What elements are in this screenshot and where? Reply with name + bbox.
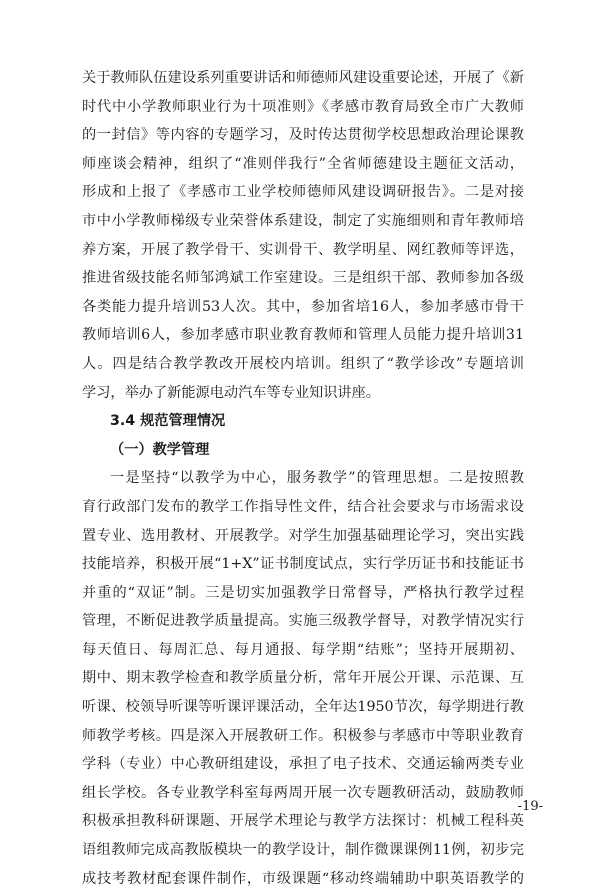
text-line: 一是坚持“以教学为中心，服务教学”的管理思想。二是按照教 [110, 470, 524, 487]
text-line: 组长学校。各专业教学科室每两周开展一次专题教研活动，鼓励教师 [82, 784, 524, 801]
text-line: 语组教师完成高教版模块一的教学设计，制作微课课例11例，初步完 [82, 842, 524, 859]
text-line: 关于教师队伍建设系列重要讲话和师德师风建设重要论述，开展了《新 [82, 70, 524, 86]
text-line: 师教学考核。四是深入开展教研工作。积极参与孝感市中等职业教育 [82, 727, 524, 744]
page-number: -19- [517, 799, 543, 814]
text-line: 技能培养，积极开展“1+X”证书制度试点，实行学历证书和技能证书 [82, 556, 524, 573]
text-line: 推进省级技能名师邹鸿斌工作室建设。三是组织干部、教师参加各级 [82, 270, 524, 287]
text-line: 的一封信》等内容的专题学习，及时传达贯彻学校思想政治理论课教 [82, 127, 524, 144]
body-text [82, 64, 524, 893]
text-line: 师座谈会精神，组织了“准则伴我行”全省师德建设主题征文活动， [82, 155, 524, 172]
text-line: 时代中小学教师职业行为十项准则》《孝感市教育局致全市广大教师 [82, 98, 524, 115]
text-line: 置专业、选用教材、开展教学。对学生加强基础理论学习，突出实践 [82, 527, 524, 544]
text-line: 每天值日、每周汇总、每月通报、每学期“结账”；坚持开展期初、 [82, 641, 524, 658]
text-line: 形成和上报了《孝感市工业学校师德师风建设调研报告》。二是对接 [82, 184, 524, 201]
text-line: 养方案，开展了教学骨干、实训骨干、教学明星、网红教师等评选， [82, 241, 524, 258]
text-line: 并重的“双证”制。三是切实加强教学日常督导，严格执行教学过程 [82, 584, 524, 601]
text-line: 学习，举办了新能源电动汽车等专业知识讲座。 [82, 384, 380, 401]
section-heading: 3.4 规范管理情况 [110, 413, 226, 430]
text-line: 成技考教材配套课件制作，市级课题“移动终端辅助中职英语教学的 [82, 870, 524, 887]
text-line: 期中、期末教学检查和教学质量分析，常年开展公开课、示范课、互 [82, 670, 524, 687]
text-line: 人。四是结合教学教改开展校内培训。组织了“教学诊改”专题培训 [82, 355, 524, 372]
text-line: 教师培训6人，参加孝感市职业教育教师和管理人员能力提升培训31 [82, 327, 524, 344]
text-line: 市中小学教师梯级专业荣誉体系建设，制定了实施细则和青年教师培 [82, 212, 524, 229]
text-line: 管理，不断促进教学质量提高。实施三级教学督导，对教学情况实行 [82, 613, 524, 630]
text-line: 听课、校领导听课等听课评课活动，全年达1950节次，每学期进行教 [82, 699, 524, 716]
text-line: 各类能力提升培训53人次。其中，参加省培16人，参加孝感市骨干 [82, 298, 524, 315]
text-line: 积极承担教科研课题、开展学术理论与教学方法探讨：机械工程科英 [82, 813, 524, 830]
text-line: 学科（专业）中心教研组建设，承担了电子技术、交通运输两类专业 [82, 756, 524, 773]
subsection-heading: （一）教学管理 [110, 441, 210, 458]
text-line: 育行政部门发布的教学工作指导性文件，结合社会要求与市场需求设 [82, 498, 524, 515]
